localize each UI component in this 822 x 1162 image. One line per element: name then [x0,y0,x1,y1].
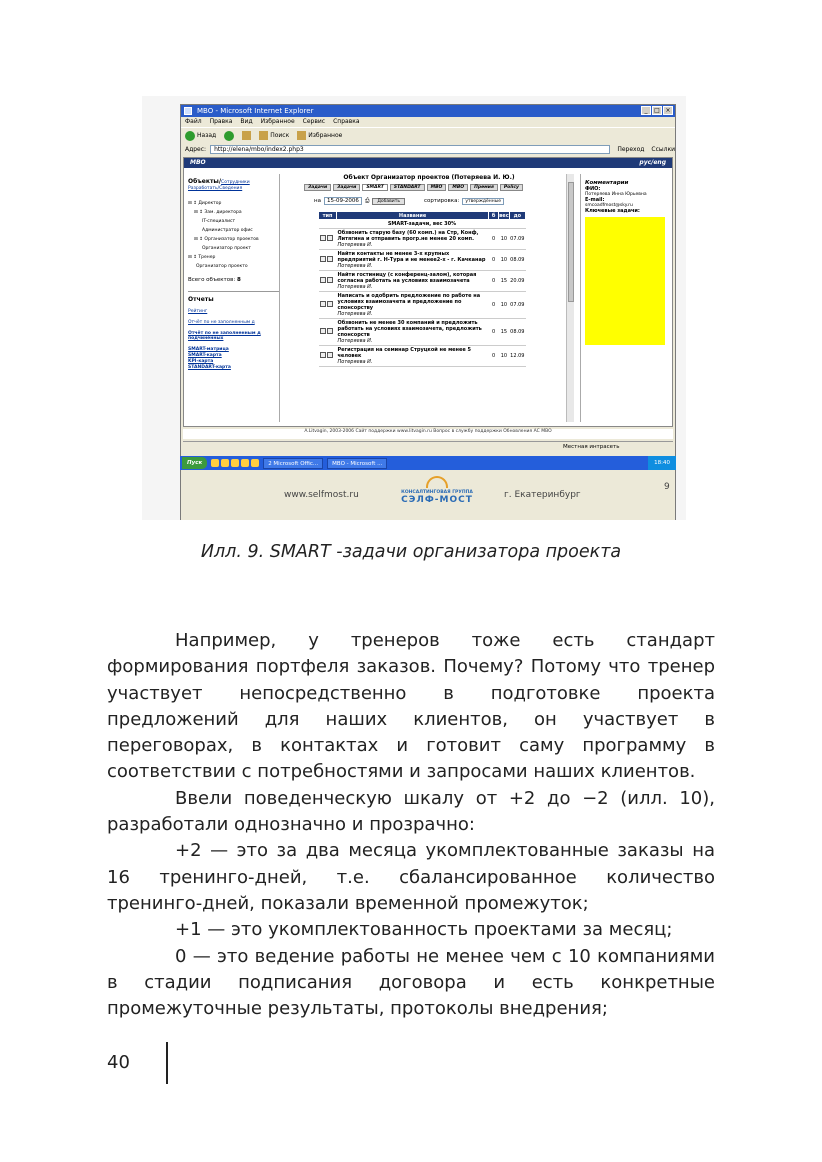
menu-view[interactable]: Вид [240,118,253,125]
objects-title: Объекты/Сотрудники [188,178,250,185]
forward-arrow-icon[interactable] [224,131,234,141]
col-name: Название [337,212,489,220]
edit-icon[interactable] [320,277,326,283]
maximize-button[interactable]: □ [652,106,662,115]
edit-icon[interactable] [320,328,326,334]
mbo-logo: MBO [190,159,206,166]
tab-tasks-2[interactable]: Задачи [333,184,360,191]
report-link[interactable]: SMART-матрица [188,347,229,352]
close-button[interactable]: × [663,106,673,115]
edit-icon[interactable] [320,352,326,358]
add-button[interactable]: Добавить [372,198,405,205]
figure-footer [142,476,686,520]
site-url: www.selfmost.ru [284,490,359,500]
quicklaunch-icon[interactable] [211,459,219,467]
date-input[interactable]: 15-09-2006 [324,197,362,205]
section-title: SMART-задачи, вес 30% [319,220,526,229]
search-button[interactable]: Поиск [259,131,289,140]
col-type: тип [319,212,337,220]
paragraph: +2 — это за два месяца укомплектованные заказы на 16 тренинго-дней, т.е. сбалансированное количество тренинго-дней, показали временной промежуток; [107,840,715,914]
print-icon[interactable]: ⎙ [364,197,370,204]
address-input[interactable]: http://elena/mbo/index2.php3 [210,145,610,154]
col-due: до [509,212,525,220]
tree-item[interactable]: Администратор офис [202,228,253,233]
reports-title: Отчеты [188,291,279,303]
start-button[interactable]: Пуск [182,457,207,469]
quicklaunch-icon[interactable] [241,459,249,467]
report-link[interactable]: Отчёт по не заполненным д подчинённых [188,331,261,341]
date-label: на [314,198,321,204]
city: г. Екатеринбург [504,490,581,500]
address-bar [181,143,675,155]
objects-total: Всего объектов: 8 [188,277,241,283]
windows-taskbar [180,456,676,470]
paragraph: Например, у тренеров тоже есть стандарт формирования портфеля заказов. Почему? Потому что тренер участвует непосредственно в подготовке проекта предложений для наших клиентов, он участвует в переговорах, в контактах и готовит саму программу в соответствии с потребностями и запросами наших клиентов. [107,630,715,783]
window-title: MBO - Microsoft Internet Explorer [197,107,314,115]
email-value: smcoadfmost@sky.ru [585,203,633,208]
page-content [183,157,673,427]
doc-icon[interactable] [327,328,333,334]
fio-label: ФИО: [585,186,601,192]
back-button[interactable]: Назад [185,131,216,141]
doc-icon[interactable] [327,277,333,283]
employees-link[interactable]: Сотрудники [221,180,250,185]
objects-panel [188,174,280,422]
table-row[interactable]: Найти контакты не менее 3-х крупных предприятий г. Н-Тура и не менее2-х - г. Качканар Потеряева И. 0 10 08.09 [319,250,526,271]
page-number: 40 [107,1052,130,1073]
center-scrollbar[interactable] [566,174,574,422]
page-divider [166,1042,168,1084]
tree-item[interactable]: Организатор проекто [196,264,248,269]
sort-select[interactable]: утверждённые [462,198,504,205]
report-link[interactable]: KPI-карта [188,359,214,364]
table-row[interactable]: Написать и одобрить предложение по работе на условиях взаимозачета и предложение по спонсорству Потеряева И. 0 10 07.09 [319,292,526,319]
tree-item[interactable]: ⊟ ↕ Тренер [188,255,216,260]
address-label: Адрес: [185,145,207,153]
doc-icon[interactable] [327,235,333,241]
tab-bar [304,184,574,191]
figure-page-number: 9 [664,482,670,492]
quicklaunch-icon[interactable] [221,459,229,467]
report-link[interactable]: SMART-карта [188,353,222,358]
tab-mbo-2[interactable]: MBO [448,184,468,191]
quick-launch [211,459,259,467]
logo-arch-icon [426,476,448,488]
go-button[interactable]: Переход [617,145,645,153]
paragraph: Ввели поведенческую шкалу от +2 до −2 (илл. 10), разработали однозначно и прозрачно: [107,787,715,836]
menu-favorites[interactable]: Избранное [260,118,295,125]
tree-item[interactable]: Организатор проект [202,246,251,251]
fio-value: Потеряева Инна Юрьевна [585,192,647,197]
company-logo: КОНСАЛТИНГОВАЯ ГРУППА СЭЛФ-МОСТ [392,476,482,505]
report-link[interactable]: Рейтинг [188,309,208,314]
tab-bonus[interactable]: Премия [470,184,498,191]
tree-item[interactable]: ⊟ ↕ Директор [188,201,222,206]
window-titlebar [181,105,675,117]
table-row[interactable]: Найти гостиницу (с конференц-залом), которая согласна работать на условиях взаимозачета Потеряева И. 0 15 20.09 [319,271,526,292]
figure-caption: Илл. 9. SMART -задачи организатора проекта [200,542,622,562]
edit-icon[interactable] [320,235,326,241]
tree-item[interactable]: ⊟ ↕ Зам. директора [194,210,242,215]
links-button[interactable]: Ссылки [651,145,675,153]
table-row[interactable]: Обзвонить не менее 30 компаний и предложить работать на условиях взаимозачета, предложить спонсорств Потеряева И. 0 15 08.09 [319,319,526,346]
edit-icon[interactable] [320,301,326,307]
tasks-panel [284,174,574,422]
body-text [107,628,715,1022]
taskbar-mbo[interactable]: MBO - Microsoft ... [327,458,387,469]
filter-row [314,197,574,205]
email-label: E-mail: [585,197,605,203]
tab-policy[interactable]: Policy [500,184,523,191]
tab-tasks[interactable]: Задачи [304,184,331,191]
doc-icon[interactable] [327,256,333,262]
object-title: Объект Организатор проектов (Потеряева И. Ю.) [343,174,515,181]
tab-smart[interactable]: SMART [362,184,388,191]
sort-label: сортировка: [424,198,460,204]
key-tasks-label: Ключевые задачи: [585,208,640,214]
minimize-button[interactable]: _ [641,106,651,115]
table-row[interactable]: Обзвонить старую базу (60 комп.) на Стр, Конф, Литягина и отправить прогр.не менее 20 комп. Потеряева И. 0 10 07.09 [319,229,526,250]
paragraph: +1 — это укомплектованность проектами за месяц; [175,919,673,941]
tab-standart[interactable]: STANDART [390,184,425,191]
tree-item[interactable]: ⊟ ↕ Организатор проектов [194,237,259,242]
menu-help[interactable]: Справка [333,118,360,125]
status-bar: Местная интрасеть [183,441,673,451]
smart-tasks-table [318,211,526,367]
report-link[interactable]: STANDART-карта [188,365,231,370]
menu-bar [181,117,675,127]
menu-tools[interactable]: Сервис [302,118,326,125]
language-switch[interactable]: рус/eng [639,159,666,166]
edit-icon[interactable] [320,256,326,262]
col-weight: вес [499,212,509,219]
comments-title: Комментарии [585,180,629,186]
report-link[interactable]: Отчёт по не заполненным д [188,320,255,325]
scroll-thumb[interactable] [568,182,574,302]
site-footer: A.Litvagin, 2003-2006 Сайт поддержки www.litvagin.ru Вопрос в службу поддержки Обновления АС MBO [183,429,673,439]
tree-item[interactable]: IT-специалист [202,219,236,224]
back-arrow-icon [185,131,195,141]
figure-screenshot [142,96,686,520]
menu-edit[interactable]: Правка [209,118,233,125]
comments-panel [580,174,670,422]
develop-link[interactable]: Разработать/Сведения [188,186,243,191]
mbo-header [184,158,672,168]
menu-file[interactable]: Файл [185,118,202,125]
paragraph: 0 — это ведение работы не менее чем с 10 компаниями в стадии подписания договора и есть конкретные промежуточные результаты, протоколы внедрения; [107,945,715,1020]
quicklaunch-icon[interactable] [251,459,259,467]
doc-icon[interactable] [327,352,333,358]
org-tree [188,199,279,271]
taskbar-office[interactable]: 2 Microsoft Offic... [263,458,323,469]
quicklaunch-icon[interactable] [231,459,239,467]
tab-mbo[interactable]: MBO [427,184,447,191]
key-tasks-area[interactable] [585,217,665,345]
favorites-button[interactable]: Избранное [297,131,342,140]
clock: 18:40 [648,456,676,470]
doc-icon[interactable] [327,301,333,307]
table-row[interactable]: Регистрация на семинар Струцкой не менее 5 человек Потеряева И. 0 10 12.09 [319,346,526,367]
col-b: б [489,212,499,220]
search-icon [259,131,268,140]
home-icon[interactable] [242,131,251,140]
star-icon [297,131,306,140]
ie-icon [184,107,192,115]
toolbar [181,127,675,143]
